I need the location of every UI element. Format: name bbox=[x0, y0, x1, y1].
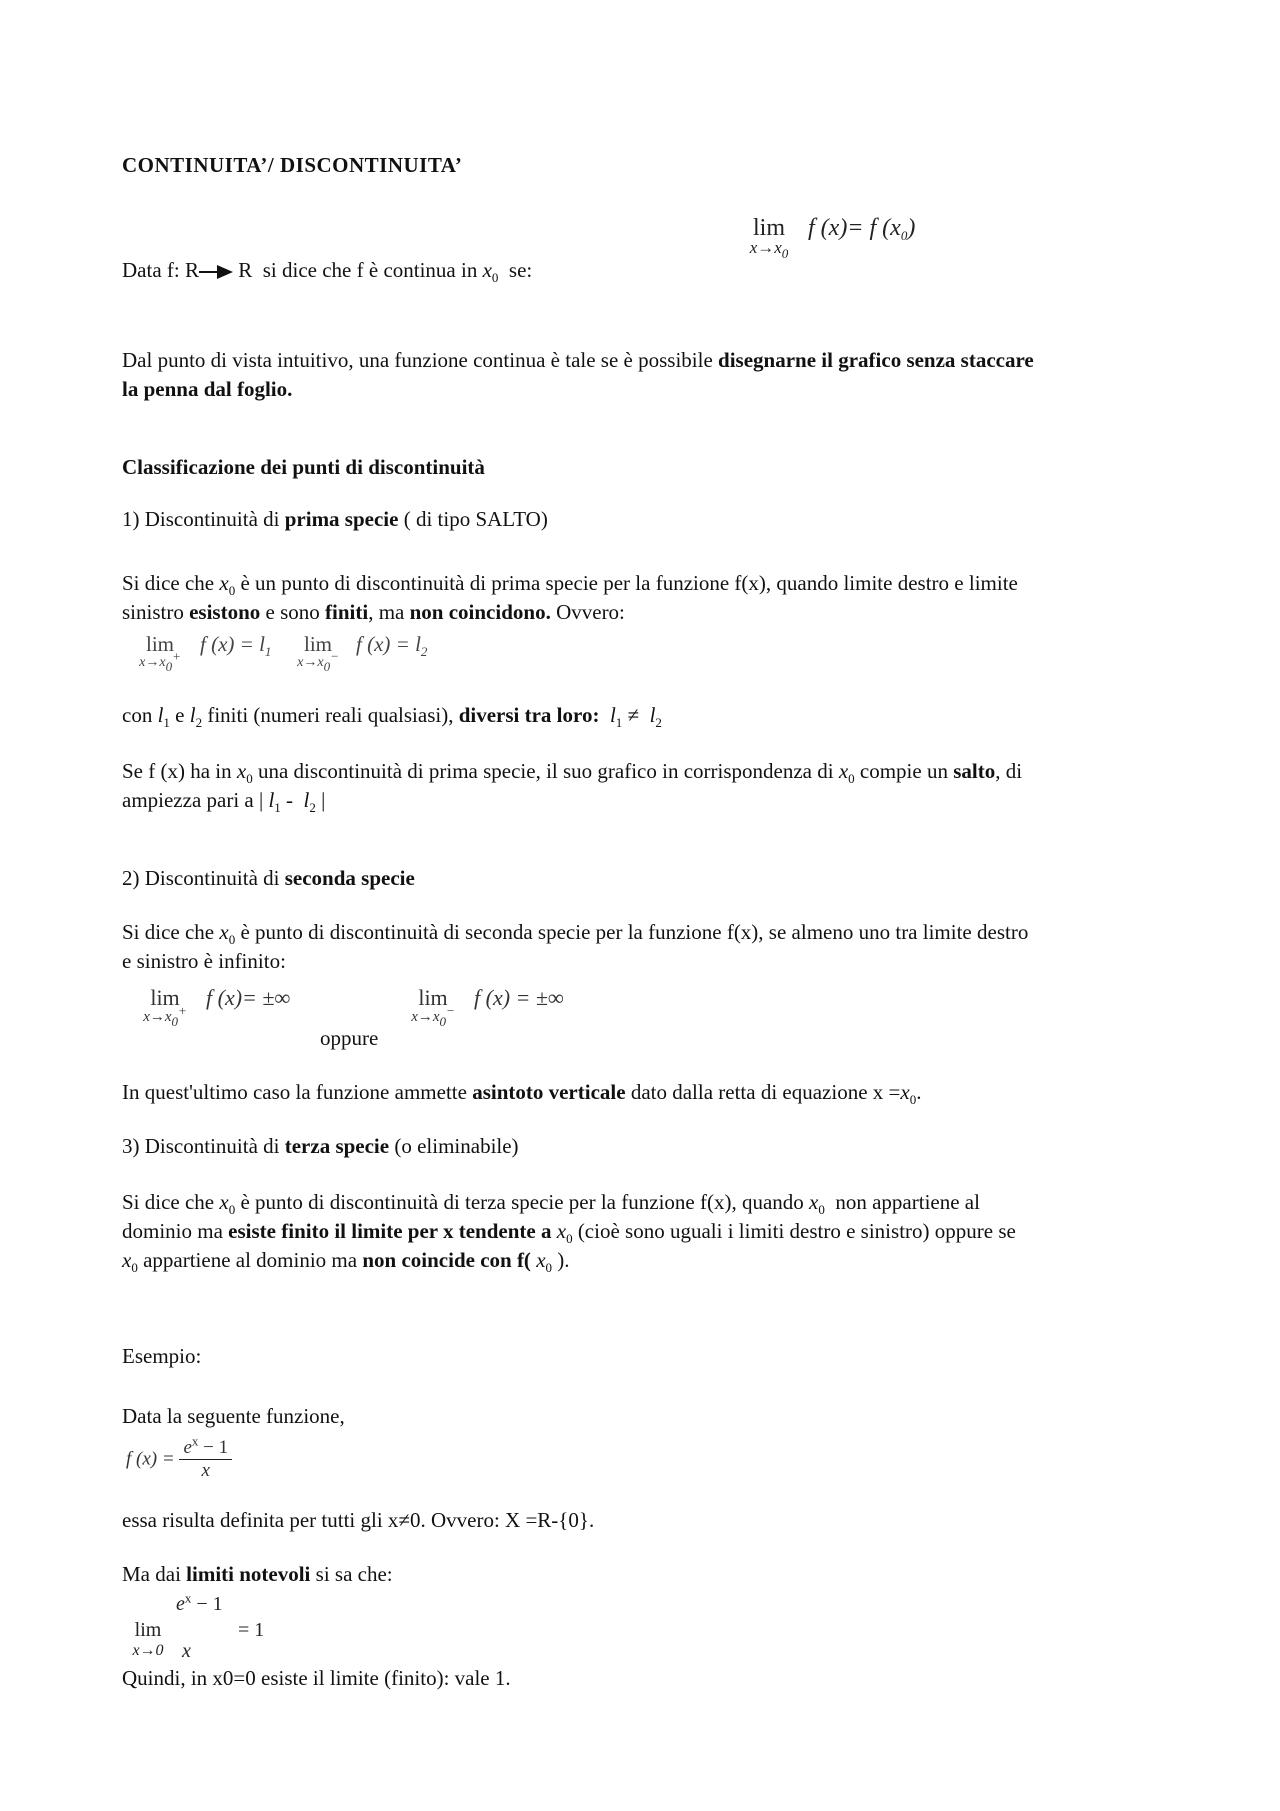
oppure-label: oppure bbox=[320, 1026, 379, 1050]
intuitive-paragraph-line1: Dal punto di vista intuitivo, una funzione continua è tale se è possibile disegnarne il grafico senza staccare bbox=[122, 348, 1034, 372]
continuity-definition: Data f: R R si dice che f è continua in $x_0$ se: bbox=[122, 258, 533, 285]
intuitive-paragraph-line2: la penna dal foglio. bbox=[122, 377, 293, 401]
example-label: Esempio: bbox=[122, 1344, 202, 1368]
first-species-text-line1: Si dice che $x_0$ è un punto di discontinuità di prima specie per la funzione f(x), quando limite destro e limite bbox=[122, 571, 1018, 598]
vertical-asymptote-line: In quest'ultimo caso la funzione ammette asintoto verticale dato dalla retta di equazione $x =x_0$. bbox=[122, 1080, 922, 1107]
second-species-text-line2: e sinistro è infinito: bbox=[122, 949, 286, 973]
first-species-heading: 1) Discontinuità di prima specie ( di tipo SALTO) bbox=[122, 507, 548, 531]
right-infinite-limit: f (x)= ±∞ bbox=[206, 985, 291, 1010]
limit-result: = 1 bbox=[238, 1619, 265, 1641]
jump-line2: ampiezza pari a | $l_1 - l_2$ | bbox=[122, 788, 326, 815]
third-species-text-line2: dominio ma esiste finito il limite per x tendente a $x_0$ (cioè sono uguali i limiti destro e sinistro) oppure se bbox=[122, 1219, 1016, 1246]
conclusion-line: Quindi, in x0=0 esiste il limite (finito): vale 1. bbox=[122, 1666, 511, 1690]
second-species-text-line1: Si dice che $x_0$ è punto di discontinuità di seconda specie per la funzione f(x), se almeno uno tra limite destro bbox=[122, 920, 1029, 947]
example-fraction: $\frac{e^x - 1}{x}$ bbox=[179, 1437, 232, 1482]
notable-limits-line: Ma dai limiti notevoli si sa che: bbox=[122, 1562, 393, 1586]
example-function: f (x) = $\frac{e^x - 1}{x}$ bbox=[126, 1437, 232, 1482]
third-species-text-line1: Si dice che $x_0$ è punto di discontinuità di terza specie per la funzione f(x), quando $x_0$ non appartiene al bbox=[122, 1190, 980, 1217]
left-limit-expression: f $(x) = l_2$ bbox=[356, 632, 428, 659]
finite-limits-line: con $l_1$ e $l_2$ finiti (numeri reali qualsiasi), diversi tra loro: $l_1 \ne l_2$ bbox=[122, 703, 662, 730]
second-species-heading: 2) Discontinuità di seconda specie bbox=[122, 866, 415, 890]
page-title: CONTINUITA’/ DISCONTINUITA’ bbox=[122, 153, 463, 177]
document-page: CONTINUITA’/ DISCONTINUITA’ lim $x\to x_0$ f (x)= f $(x_0)$ Data f: R R si dice che f è continua in $x_0$ se: Dal punto di vista intuitivo, una funzione continua è tale se è possibile disegnarne il grafico senza staccare la penna dal foglio. Classificazione dei punti di discontinuità 1) Discontinuità di prima specie ( di tipo SALTO) Si dice che $x_0$ è un punto di discontinuità di prima specie per la funzione f(x), quando limite destro e limite sinistro esistono e sono finiti, ma non coincidono. Ovvero: lim $x\to x_0^+$ f $(x) = l_1$ lim $x\to x_0^-$ f $(x) = l_2$ con $l_1$ e $l_2$ finiti (numeri reali qualsiasi), diversi tra loro: $l_1 \ne l_2$ Se f (x) ha in $x_0$ una discontinuità di prima specie, il suo grafico in corrispondenza di $x_0$ compie un salto, di ampiezza pari a | $l_1 - l_2$ | 2) Discontinuità di seconda specie Si dice che $x_0$ è punto di discontinuità di seconda specie per la funzione f(x), se almeno uno tra limite destro e sinistro è infinito: lim $x\to x_0^+$ f (x)= ±∞ lim $x\to x_0^-$ f (x) = ±∞ oppure In quest'ultimo caso la funzione ammette asintoto verticale dato dalla retta di equazione $x =x_0$. 3) Discontinuità di terza specie (o eliminabile) Si dice che $x_0$ è punto di discontinuità di terza specie per la funzione f(x), quando $x_0$ non appartiene al dominio ma esiste finito il limite per x tendente a $x_0$ (cioè sono uguali i limiti destro e sinistro) oppure se $x_0$ appartiene al dominio ma non coincide con f( $x_0$ ). Esempio: Data la seguente funzione, f (x) = $\frac{e^x - 1}{x}$ essa risulta definita per tutti gli x≠0. Ovvero: X =R-{0}. Ma dai limiti notevoli si sa che: lim x→0 $e^x - 1$ x = 1 Quindi, in x0=0 esiste il limite (finito): vale 1. bbox=[0, 0, 1280, 1811]
classification-heading: Classificazione dei punti di discontinuità bbox=[122, 455, 485, 479]
lim-subscript: $x\to x_0$ bbox=[749, 238, 789, 261]
arrow-right-icon bbox=[199, 265, 233, 279]
example-intro: Data la seguente funzione, bbox=[122, 1404, 345, 1428]
left-infinite-limit: f (x) = ±∞ bbox=[474, 985, 564, 1010]
domain-line: essa risulta definita per tutti gli x≠0. Ovvero: X =R-{0}. bbox=[122, 1508, 595, 1532]
third-species-heading: 3) Discontinuità di terza specie (o eliminabile) bbox=[122, 1134, 519, 1158]
first-species-text-line2: sinistro esistono e sono finiti, ma non coincidono. Ovvero: bbox=[122, 600, 625, 624]
lim-word: lim bbox=[752, 215, 785, 241]
third-species-text-line3: $x_0$ appartiene al dominio ma non coincide con f( $x_0$ ). bbox=[122, 1248, 570, 1275]
continuity-expression: f (x)= f $(x_0)$ bbox=[808, 215, 916, 243]
right-limit-expression: f $(x) = l_1$ bbox=[200, 632, 272, 659]
jump-line1: Se f (x) ha in $x_0$ una discontinuità di prima specie, il suo grafico in corrispondenza di $x_0$ compie un salto, di bbox=[122, 759, 1023, 786]
